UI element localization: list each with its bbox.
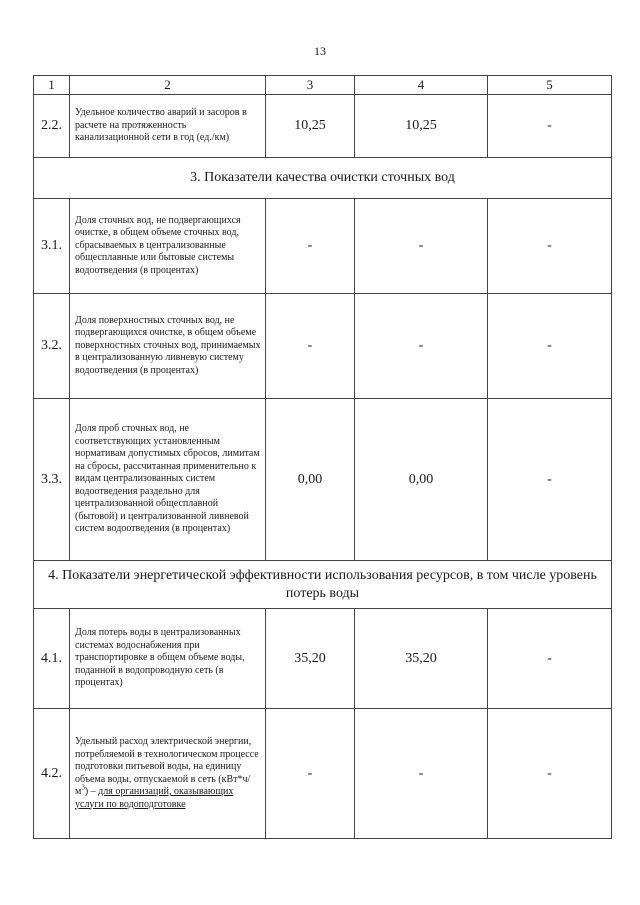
value-col4: 10,25 bbox=[355, 95, 488, 158]
section-heading: 3. Показатели качества очистки сточных вод bbox=[34, 158, 612, 199]
column-header-1: 1 bbox=[34, 76, 70, 95]
row-description: Доля сточных вод, не подвергающихся очистке, в общем объеме сточных вод, сбрасываемых в централизованные общесплавные или бытовые системы водоотведения (в процентах) bbox=[70, 199, 266, 294]
value-col3: 10,25 bbox=[266, 95, 355, 158]
value-col5: - bbox=[488, 95, 612, 158]
row-number: 2.2. bbox=[34, 95, 70, 158]
header-row bbox=[34, 76, 612, 95]
row-number: 3.2. bbox=[34, 294, 70, 399]
section-row bbox=[34, 158, 612, 199]
section-row bbox=[34, 561, 612, 609]
table-row bbox=[34, 294, 612, 399]
row-number: 3.3. bbox=[34, 399, 70, 561]
value-col3: 0,00 bbox=[266, 399, 355, 561]
value-col4: - bbox=[355, 199, 488, 294]
row-description bbox=[70, 709, 266, 839]
row-description-text: Удельный расход электрической энергии, потребляемой в технологическом процессе подготовки питьевой воды, на единицу объема воды, отпускаемой в сеть (кВт*ч/м bbox=[75, 736, 259, 797]
column-header-3: 3 bbox=[266, 76, 355, 95]
value-col5: - bbox=[488, 709, 612, 839]
value-col4: - bbox=[355, 294, 488, 399]
column-header-5: 5 bbox=[488, 76, 612, 95]
row-number: 4.1. bbox=[34, 609, 70, 709]
row-description-text-b: ) – bbox=[84, 786, 99, 797]
row-number: 3.1. bbox=[34, 199, 70, 294]
value-col4: - bbox=[355, 709, 488, 839]
table-row bbox=[34, 95, 612, 158]
page-number: 13 bbox=[314, 44, 326, 58]
value-col4: 0,00 bbox=[355, 399, 488, 561]
superscript: 3 bbox=[81, 783, 85, 792]
table-row bbox=[34, 399, 612, 561]
row-number: 4.2. bbox=[34, 709, 70, 839]
row-description: Доля проб сточных вод, не соответствующих установленным нормативам допустимых сбросов, лимитам на сбросы, рассчитанная применительно к видам централизованных систем водоотведения раздельно для централизованной общесплавной (бытовой) и централизованной ливневой систем водоотведения (в процентах) bbox=[70, 399, 266, 561]
value-col3: - bbox=[266, 709, 355, 839]
table-row bbox=[34, 199, 612, 294]
table-row bbox=[34, 709, 612, 839]
underlined-note: для организаций, оказывающих услуги по водоподготовке bbox=[75, 786, 234, 810]
column-header-4: 4 bbox=[355, 76, 488, 95]
value-col5: - bbox=[488, 609, 612, 709]
section-heading: 4. Показатели энергетической эффективности использования ресурсов, в том числе уровень потерь воды bbox=[34, 561, 612, 609]
indicators-table bbox=[33, 75, 612, 839]
table-row bbox=[34, 609, 612, 709]
value-col5: - bbox=[488, 294, 612, 399]
column-header-2: 2 bbox=[70, 76, 266, 95]
row-description: Доля поверхностных сточных вод, не подвергающихся очистке, в общем объеме поверхностных сточных вод, принимаемых в централизованную ливневую систему водоотведения (в процентах) bbox=[70, 294, 266, 399]
value-col5: - bbox=[488, 199, 612, 294]
row-description: Доля потерь воды в централизованных системах водоснабжения при транспортировке в общем объеме воды, поданной в водопроводную сеть (в процентах) bbox=[70, 609, 266, 709]
value-col5: - bbox=[488, 399, 612, 561]
row-description: Удельное количество аварий и засоров в расчете на протяженность канализационной сети в год (ед./км) bbox=[70, 95, 266, 158]
value-col3: - bbox=[266, 294, 355, 399]
value-col3: 35,20 bbox=[266, 609, 355, 709]
value-col4: 35,20 bbox=[355, 609, 488, 709]
value-col3: - bbox=[266, 199, 355, 294]
